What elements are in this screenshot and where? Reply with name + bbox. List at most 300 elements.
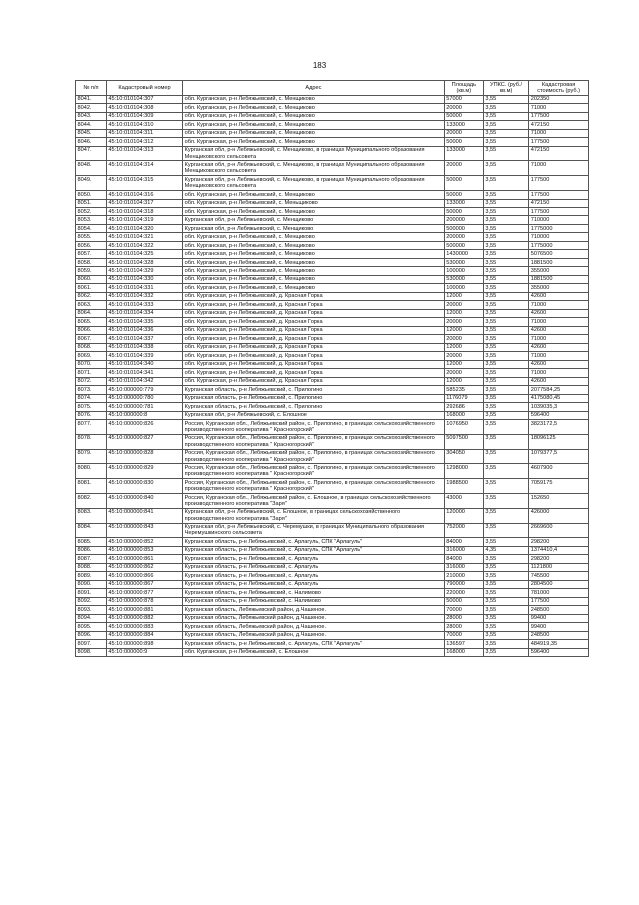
cell-area: 84000 [444, 538, 483, 546]
cell-cadastral-cost: 710000 [529, 233, 589, 241]
cell-cadastral-number: 45:10:000000:781 [106, 403, 182, 411]
cell-area: 1076950 [444, 420, 483, 435]
cell-address: обл. Курганская, р-н Лебяжьевский, с. Менщиково [183, 267, 445, 275]
table-row [76, 606, 589, 614]
cell-num: 8076. [76, 411, 107, 419]
cell-cadastral-number: 45:10:010104:314 [106, 161, 182, 176]
table-row [76, 479, 589, 494]
cell-cadastral-number: 45:10:000000:830 [106, 479, 182, 494]
table-row [76, 104, 589, 112]
cell-address: Курганская область, р-н Лебяжьевский, с. Арлагуль [183, 572, 445, 580]
cell-num: 8068. [76, 343, 107, 351]
cell-address: Курганская область, Лебяжьевский район, д.Чашеное. [183, 631, 445, 639]
cell-cadastral-number: 45:10:010104:336 [106, 326, 182, 334]
cell-cadastral-number: 45:10:000000:862 [106, 563, 182, 571]
cell-area: 28000 [444, 614, 483, 622]
cell-area: 168000 [444, 411, 483, 419]
cell-cadastral-number: 45:10:010104:322 [106, 241, 182, 249]
table-row [76, 267, 589, 275]
cell-address: обл. Курганская, р-н Лебяжьевский, с. Менщиково [183, 275, 445, 283]
cell-num: 8085. [76, 538, 107, 546]
cell-num: 8087. [76, 555, 107, 563]
cell-area: 20000 [444, 301, 483, 309]
cell-address: обл. Курганская, р-н Лебяжьевский, с. Менщиково [183, 241, 445, 249]
cell-cadastral-cost: 7059175 [529, 479, 589, 494]
cell-num: 8091. [76, 589, 107, 597]
cell-cadastral-cost: 177500 [529, 138, 589, 146]
header-num: № п/п [76, 81, 107, 96]
cell-area: 50000 [444, 191, 483, 199]
cell-address: Курганская область, р-н Лебяжьевский, с. Арлагуль [183, 555, 445, 563]
cell-cadastral-number: 45:10:010104:331 [106, 284, 182, 292]
cell-upks: 3,55 [483, 224, 528, 232]
cell-num: 8078. [76, 434, 107, 449]
cell-cadastral-cost: 202350 [529, 95, 589, 103]
table-row [76, 434, 589, 449]
table-row [76, 326, 589, 334]
cell-upks: 3,55 [483, 161, 528, 176]
cell-area: 12000 [444, 343, 483, 351]
cell-upks: 3,55 [483, 360, 528, 368]
cell-cadastral-number: 45:10:000000:878 [106, 597, 182, 605]
cell-upks: 3,55 [483, 494, 528, 509]
cell-area: 57000 [444, 95, 483, 103]
cell-num: 8084. [76, 523, 107, 538]
cell-upks: 3,55 [483, 129, 528, 137]
cell-address: обл. Курганская, р-н Лебяжьевский, с. Менщиково [183, 95, 445, 103]
cell-address: Курганская область, р-н Лебяжьевский, с. Прилогино [183, 403, 445, 411]
table-row [76, 275, 589, 283]
cell-cadastral-cost: 177500 [529, 191, 589, 199]
cell-cadastral-number: 45:10:010104:311 [106, 129, 182, 137]
cell-cadastral-number: 45:10:010104:316 [106, 191, 182, 199]
cell-area: 1176079 [444, 394, 483, 402]
cell-cadastral-number: 45:10:000000:867 [106, 580, 182, 588]
cell-address: Курганская область, Лебяжьевский район, д.Чашеное. [183, 614, 445, 622]
cell-cadastral-cost: 472150 [529, 121, 589, 129]
cell-area: 210000 [444, 572, 483, 580]
cell-area: 752000 [444, 523, 483, 538]
cell-area: 316000 [444, 563, 483, 571]
cell-cadastral-cost: 1374410,4 [529, 546, 589, 554]
cell-area: 316000 [444, 546, 483, 554]
table-row [76, 343, 589, 351]
table-row [76, 538, 589, 546]
cell-cadastral-cost: 355000 [529, 267, 589, 275]
cell-num: 8049. [76, 176, 107, 191]
cell-cadastral-number: 45:10:000000:877 [106, 589, 182, 597]
cell-cadastral-number: 45:10:010104:317 [106, 199, 182, 207]
cell-upks: 3,55 [483, 538, 528, 546]
cell-num: 8092. [76, 597, 107, 605]
cell-area: 5097500 [444, 434, 483, 449]
cell-cadastral-cost: 99400 [529, 623, 589, 631]
cell-area: 790000 [444, 580, 483, 588]
cell-cadastral-cost: 42600 [529, 343, 589, 351]
cell-num: 8061. [76, 284, 107, 292]
table-row [76, 129, 589, 137]
cell-address: обл. Курганская, р-н Лебяжьевский, с. Менщиково [183, 258, 445, 266]
cell-address: Курганская область, Лебяжьевский район, д.Чашеное. [183, 623, 445, 631]
cell-upks: 3,55 [483, 386, 528, 394]
cell-cadastral-cost: 745500 [529, 572, 589, 580]
cell-area: 168000 [444, 648, 483, 656]
cell-area: 133000 [444, 146, 483, 161]
cell-area: 12000 [444, 309, 483, 317]
cell-num: 8062. [76, 292, 107, 300]
cell-area: 43000 [444, 494, 483, 509]
cell-area: 12000 [444, 377, 483, 385]
cell-cadastral-cost: 99400 [529, 614, 589, 622]
cell-cadastral-cost: 2804500 [529, 580, 589, 588]
cell-cadastral-cost: 4607900 [529, 464, 589, 479]
cell-area: 20000 [444, 318, 483, 326]
cell-address: Курганская обл, р-н Лебяжьевский, с. Менщиково, в границах Муниципального образования Менщиковского сельсовета [183, 176, 445, 191]
cell-cadastral-cost: 248500 [529, 606, 589, 614]
cell-cadastral-number: 45:10:000000:9 [106, 648, 182, 656]
cell-cadastral-cost: 5076500 [529, 250, 589, 258]
cell-cadastral-number: 45:10:010104:308 [106, 104, 182, 112]
cell-cadastral-number: 45:10:010104:319 [106, 216, 182, 224]
cell-area: 20000 [444, 161, 483, 176]
cell-num: 8045. [76, 129, 107, 137]
cell-cadastral-cost: 42600 [529, 309, 589, 317]
cell-cadastral-number: 45:10:000000:779 [106, 386, 182, 394]
cell-num: 8060. [76, 275, 107, 283]
cell-upks: 3,55 [483, 589, 528, 597]
cell-num: 8044. [76, 121, 107, 129]
cell-upks: 4,35 [483, 546, 528, 554]
table-row [76, 146, 589, 161]
cell-num: 8048. [76, 161, 107, 176]
cell-area: 84000 [444, 555, 483, 563]
table-row [76, 284, 589, 292]
cell-num: 8089. [76, 572, 107, 580]
cell-num: 8071. [76, 369, 107, 377]
cell-address: Курганская обл, р-н Лебяжьевский, с. Менщиково [183, 216, 445, 224]
cell-address: обл. Курганская, р-н Лебяжьевский, д. Красная Горка [183, 326, 445, 334]
cell-upks: 3,55 [483, 146, 528, 161]
cell-upks: 3,55 [483, 614, 528, 622]
cell-num: 8090. [76, 580, 107, 588]
cell-cadastral-cost: 248500 [529, 631, 589, 639]
cell-area: 12000 [444, 326, 483, 334]
cell-address: обл. Курганская, р-н Лебяжьевский, д. Красная Горка [183, 377, 445, 385]
cell-upks: 3,55 [483, 233, 528, 241]
cell-cadastral-number: 45:10:010104:329 [106, 267, 182, 275]
table-body [76, 95, 589, 656]
cell-cadastral-cost: 71000 [529, 369, 589, 377]
cell-num: 8082. [76, 494, 107, 509]
cell-area: 70000 [444, 631, 483, 639]
cell-cadastral-number: 45:10:000000:8 [106, 411, 182, 419]
cell-num: 8051. [76, 199, 107, 207]
cell-cadastral-cost: 71000 [529, 318, 589, 326]
cell-upks: 3,55 [483, 523, 528, 538]
cell-upks: 3,55 [483, 377, 528, 385]
header-row [76, 81, 589, 96]
table-row [76, 233, 589, 241]
cell-upks: 3,55 [483, 318, 528, 326]
cell-num: 8075. [76, 403, 107, 411]
cell-num: 8054. [76, 224, 107, 232]
cell-cadastral-cost: 4175080,45 [529, 394, 589, 402]
cell-num: 8052. [76, 208, 107, 216]
cell-cadastral-cost: 1881500 [529, 258, 589, 266]
table-row [76, 138, 589, 146]
table-row [76, 191, 589, 199]
table-row [76, 176, 589, 191]
page-number: 183 [312, 61, 327, 70]
cell-num: 8097. [76, 640, 107, 648]
cell-area: 50000 [444, 112, 483, 120]
cell-num: 8042. [76, 104, 107, 112]
cell-upks: 3,55 [483, 449, 528, 464]
cell-cadastral-number: 45:10:000000:898 [106, 640, 182, 648]
cell-num: 8041. [76, 95, 107, 103]
cell-cadastral-number: 45:10:000000:853 [106, 546, 182, 554]
cell-upks: 3,55 [483, 104, 528, 112]
cell-upks: 3,55 [483, 572, 528, 580]
cell-area: 530000 [444, 258, 483, 266]
table-row [76, 112, 589, 120]
cell-cadastral-cost: 1121800 [529, 563, 589, 571]
cell-area: 20000 [444, 129, 483, 137]
table-row [76, 318, 589, 326]
table-row [76, 555, 589, 563]
cell-cadastral-cost: 2669600 [529, 523, 589, 538]
cell-num: 8063. [76, 301, 107, 309]
cell-num: 8069. [76, 352, 107, 360]
cell-cadastral-number: 45:10:010104:341 [106, 369, 182, 377]
cell-address: обл. Курганская, р-н Лебяжьевский, с. Менщиково [183, 129, 445, 137]
cell-area: 20000 [444, 369, 483, 377]
cell-cadastral-number: 45:10:010104:313 [106, 146, 182, 161]
table-row [76, 309, 589, 317]
cell-cadastral-cost: 472150 [529, 199, 589, 207]
cell-area: 12000 [444, 292, 483, 300]
cell-cadastral-cost: 596400 [529, 648, 589, 656]
cell-cadastral-number: 45:10:000000:882 [106, 614, 182, 622]
table-row [76, 335, 589, 343]
cell-area: 500000 [444, 224, 483, 232]
cell-area: 50000 [444, 597, 483, 605]
table-row [76, 292, 589, 300]
cell-upks: 3,55 [483, 623, 528, 631]
cell-num: 8077. [76, 420, 107, 435]
cell-address: обл. Курганская, р-н Лебяжьевский, с. Менщиково [183, 104, 445, 112]
cell-area: 133000 [444, 121, 483, 129]
cell-cadastral-cost: 484919,35 [529, 640, 589, 648]
cell-upks: 3,55 [483, 343, 528, 351]
cell-cadastral-number: 45:10:000000:861 [106, 555, 182, 563]
cell-address: обл. Курганская, р-н Лебяжьевский, д. Красная Горка [183, 360, 445, 368]
cell-cadastral-cost: 42600 [529, 326, 589, 334]
cell-upks: 3,55 [483, 597, 528, 605]
cell-address: Курганская область, р-н Лебяжьевский, с. Прилогино [183, 386, 445, 394]
cell-cadastral-cost: 596400 [529, 411, 589, 419]
cell-address: обл. Курганская, р-н Лебяжьевский, д. Красная Горка [183, 335, 445, 343]
table-row [76, 386, 589, 394]
cell-num: 8093. [76, 606, 107, 614]
cell-upks: 3,55 [483, 301, 528, 309]
table-row [76, 199, 589, 207]
cell-address: Курганская область, р-н Лебяжьевский, с. Арлагуль, СПК "Арлагуль" [183, 640, 445, 648]
cell-upks: 3,55 [483, 631, 528, 639]
cell-upks: 3,55 [483, 176, 528, 191]
cell-cadastral-number: 45:10:010104:339 [106, 352, 182, 360]
header-cadastral-cost: Кадастровая стоимость (руб.) [529, 81, 589, 96]
table-row [76, 411, 589, 419]
cell-cadastral-number: 45:10:000000:843 [106, 523, 182, 538]
table-row [76, 369, 589, 377]
cell-area: 1298000 [444, 464, 483, 479]
cell-address: Курганская область, р-н Лебяжьевский, с. Арлагуль, СПК "Арлагуль" [183, 546, 445, 554]
cell-upks: 3,55 [483, 326, 528, 334]
cell-cadastral-cost: 298200 [529, 555, 589, 563]
cell-cadastral-cost: 1039035,3 [529, 403, 589, 411]
cell-area: 136597 [444, 640, 483, 648]
table-row [76, 597, 589, 605]
cell-cadastral-cost: 355000 [529, 284, 589, 292]
cell-cadastral-number: 45:10:010104:342 [106, 377, 182, 385]
cell-cadastral-cost: 1775000 [529, 241, 589, 249]
cell-area: 50000 [444, 138, 483, 146]
table-row [76, 121, 589, 129]
cell-area: 20000 [444, 352, 483, 360]
cell-num: 8080. [76, 464, 107, 479]
table-row [76, 464, 589, 479]
cell-upks: 3,55 [483, 580, 528, 588]
cell-area: 12000 [444, 360, 483, 368]
cell-address: Курганская обл, р-н Лебяжьевский, с. Черемушки, в границах Муниципального образования Черемушкинского сельсовета [183, 523, 445, 538]
cell-address: обл. Курганская, р-н Лебяжьевский, с. Менщиково [183, 191, 445, 199]
cell-upks: 3,55 [483, 508, 528, 523]
header-cadastral-number: Кадастровый номер [106, 81, 182, 96]
table-row [76, 631, 589, 639]
cell-num: 8053. [76, 216, 107, 224]
cell-num: 8088. [76, 563, 107, 571]
cell-area: 200000 [444, 233, 483, 241]
cell-upks: 3,55 [483, 275, 528, 283]
cell-cadastral-cost: 71000 [529, 104, 589, 112]
cell-num: 8074. [76, 394, 107, 402]
table-row [76, 241, 589, 249]
cell-upks: 3,55 [483, 335, 528, 343]
cell-address: Курганская область, р-н Лебяжьевский, с. Прилогино [183, 394, 445, 402]
cell-num: 8095. [76, 623, 107, 631]
cell-cadastral-cost: 177500 [529, 597, 589, 605]
cell-num: 8079. [76, 449, 107, 464]
cell-upks: 3,55 [483, 138, 528, 146]
cell-upks: 3,55 [483, 394, 528, 402]
cell-area: 70000 [444, 606, 483, 614]
cell-cadastral-number: 45:10:010104:340 [106, 360, 182, 368]
cell-num: 8066. [76, 326, 107, 334]
cell-cadastral-cost: 177500 [529, 208, 589, 216]
cell-cadastral-number: 45:10:000000:840 [106, 494, 182, 509]
cell-address: Курганская обл, р-н Лебяжьевский, с. Елошное, в границах сельскохозяйственного производственного кооператива "Заря" [183, 508, 445, 523]
cell-cadastral-cost: 426000 [529, 508, 589, 523]
table-row [76, 301, 589, 309]
table-row [76, 394, 589, 402]
cell-upks: 3,55 [483, 241, 528, 249]
table-row [76, 589, 589, 597]
table-row [76, 546, 589, 554]
cell-area: 292686 [444, 403, 483, 411]
cell-upks: 3,55 [483, 267, 528, 275]
cell-cadastral-number: 45:10:010104:333 [106, 301, 182, 309]
cell-address: обл. Курганская, р-н Лебяжьевский, д. Красная Горка [183, 309, 445, 317]
cell-cadastral-number: 45:10:010104:321 [106, 233, 182, 241]
cell-num: 8046. [76, 138, 107, 146]
cell-cadastral-number: 45:10:010104:315 [106, 176, 182, 191]
cell-cadastral-number: 45:10:010104:337 [106, 335, 182, 343]
cell-num: 8067. [76, 335, 107, 343]
cell-upks: 3,55 [483, 420, 528, 435]
cell-address: обл. Курганская, р-н Лебяжьевский, с. Менщиково [183, 112, 445, 120]
cell-cadastral-number: 45:10:000000:866 [106, 572, 182, 580]
cell-num: 8086. [76, 546, 107, 554]
cell-upks: 3,55 [483, 464, 528, 479]
table-row [76, 648, 589, 656]
cell-address: Россия, Курганская обл., Лебяжьевский район, с. Прилогино, в границах сельскохозяйственного производственного кооператива " Красногорский" [183, 449, 445, 464]
cell-address: Курганская область, Лебяжьевский район, д.Чашеное. [183, 606, 445, 614]
cell-area: 530000 [444, 275, 483, 283]
cell-cadastral-cost: 71000 [529, 301, 589, 309]
cell-upks: 3,55 [483, 95, 528, 103]
cell-area: 50000 [444, 176, 483, 191]
cell-upks: 3,55 [483, 640, 528, 648]
cell-cadastral-number: 45:10:010104:320 [106, 224, 182, 232]
cell-cadastral-cost: 177500 [529, 112, 589, 120]
cell-upks: 3,55 [483, 563, 528, 571]
cell-cadastral-number: 45:10:010104:318 [106, 208, 182, 216]
table-row [76, 95, 589, 103]
cell-area: 28000 [444, 623, 483, 631]
cell-cadastral-cost: 3823172,5 [529, 420, 589, 435]
cell-num: 8083. [76, 508, 107, 523]
cell-cadastral-cost: 1079377,5 [529, 449, 589, 464]
cell-upks: 3,55 [483, 216, 528, 224]
cell-address: Курганская область, р-н Лебяжьевский, с. Арлагуль [183, 580, 445, 588]
cell-cadastral-number: 45:10:000000:826 [106, 420, 182, 435]
cell-address: обл. Курганская, р-н Лебяжьевский, с. Елошное [183, 648, 445, 656]
cell-cadastral-cost: 42600 [529, 360, 589, 368]
cell-area: 50000 [444, 208, 483, 216]
cell-address: Курганская область, р-н Лебяжьевский, с. Налимово [183, 589, 445, 597]
cell-num: 8070. [76, 360, 107, 368]
cell-area: 120000 [444, 508, 483, 523]
cell-address: обл. Курганская, р-н Лебяжьевский, д. Красная Горка [183, 352, 445, 360]
table-row [76, 224, 589, 232]
cell-cadastral-number: 45:10:000000:829 [106, 464, 182, 479]
cell-upks: 3,55 [483, 479, 528, 494]
table-row [76, 352, 589, 360]
cell-num: 8094. [76, 614, 107, 622]
cell-area: 585235 [444, 386, 483, 394]
table-row [76, 208, 589, 216]
cell-cadastral-cost: 710000 [529, 216, 589, 224]
cell-address: Курганская обл, р-н Лебяжьевский, с. Менщиково, в границах Муниципального образования Менщиковского сельсовета [183, 161, 445, 176]
cell-cadastral-cost: 781000 [529, 589, 589, 597]
header-address: Адрес [183, 81, 445, 96]
cell-upks: 3,55 [483, 352, 528, 360]
cell-num: 8081. [76, 479, 107, 494]
header-area: Площадь (кв.м) [444, 81, 483, 96]
cell-upks: 3,55 [483, 606, 528, 614]
cell-upks: 3,55 [483, 191, 528, 199]
